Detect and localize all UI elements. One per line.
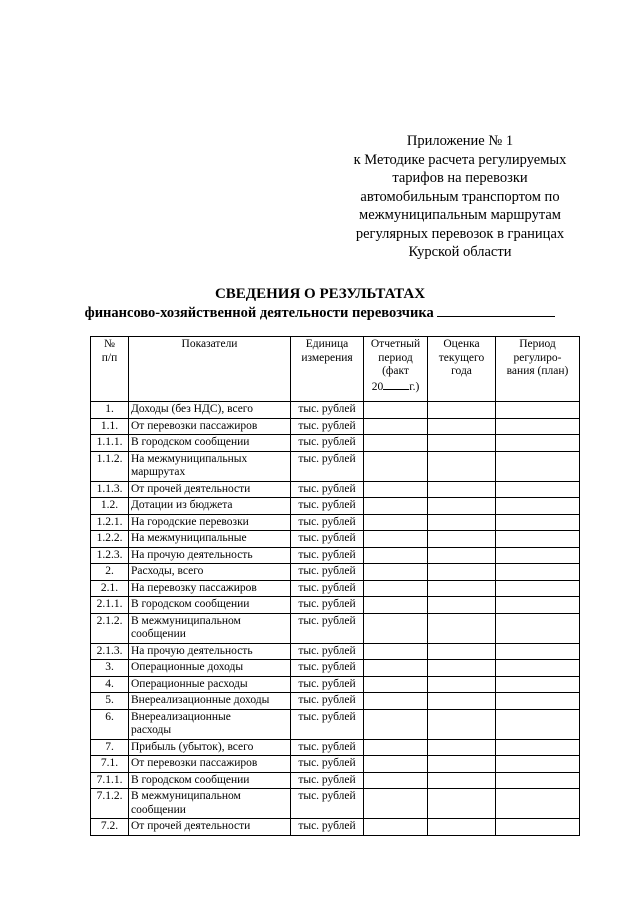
indicator-line: На прочую деятельность	[131, 548, 253, 561]
row-unit: тыс. рублей	[291, 451, 364, 481]
row-unit: тыс. рублей	[291, 660, 364, 677]
row-reported-cell	[364, 772, 428, 789]
row-number: 1.1.	[91, 418, 129, 435]
table-row	[91, 514, 580, 531]
row-reported-cell	[364, 709, 428, 739]
row-period-cell	[496, 498, 580, 515]
row-reported-cell	[364, 819, 428, 836]
row-estimate-cell	[428, 514, 496, 531]
table-body	[91, 402, 580, 836]
appendix-line: Курской области	[408, 244, 512, 260]
indicator-line: Прибыль (убыток), всего	[131, 740, 254, 753]
row-estimate-cell	[428, 597, 496, 614]
table-row	[91, 498, 580, 515]
row-indicator	[129, 547, 291, 564]
row-unit: тыс. рублей	[291, 402, 364, 419]
row-reported-cell	[364, 514, 428, 531]
appendix-line: Приложение № 1	[406, 133, 514, 149]
row-number: 7.2.	[91, 819, 129, 836]
row-number: 1.2.2.	[91, 531, 129, 548]
row-period-cell	[496, 739, 580, 756]
row-unit: тыс. рублей	[291, 547, 364, 564]
row-number: 1.2.	[91, 498, 129, 515]
row-estimate-cell	[428, 660, 496, 677]
row-number: 2.1.	[91, 580, 129, 597]
row-indicator	[129, 660, 291, 677]
header-num: № п/п	[91, 337, 129, 402]
row-unit: тыс. рублей	[291, 481, 364, 498]
indicator-line: Расходы, всего	[131, 565, 204, 577]
row-indicator	[129, 481, 291, 498]
year-blank	[383, 379, 409, 390]
row-reported-cell	[364, 498, 428, 515]
table-row	[91, 756, 580, 773]
row-estimate-cell	[428, 789, 496, 819]
table-row	[91, 772, 580, 789]
indicator-line: От перевозки пассажиров	[131, 757, 258, 769]
row-number: 3.	[91, 660, 129, 677]
row-number: 2.1.1.	[91, 597, 129, 614]
row-period-cell	[496, 402, 580, 419]
row-estimate-cell	[428, 676, 496, 693]
indicator-line: Внереализационные	[131, 710, 231, 723]
row-unit: тыс. рублей	[291, 693, 364, 710]
appendix-line: межмуниципальным маршрутам	[359, 207, 561, 223]
row-indicator	[129, 418, 291, 435]
row-number: 2.	[91, 564, 129, 581]
row-unit: тыс. рублей	[291, 789, 364, 819]
row-period-cell	[496, 514, 580, 531]
appendix-line: регулярных перевозок в границах	[355, 225, 565, 242]
row-period-cell	[496, 772, 580, 789]
row-reported-cell	[364, 676, 428, 693]
row-estimate-cell	[428, 481, 496, 498]
row-reported-cell	[364, 739, 428, 756]
row-estimate-cell	[428, 402, 496, 419]
indicator-line: сообщении	[131, 628, 186, 640]
row-indicator	[129, 676, 291, 693]
table-row	[91, 531, 580, 548]
appendix-line: к Методике расчета регулируемых	[353, 151, 567, 168]
row-reported-cell	[364, 597, 428, 614]
row-reported-cell	[364, 418, 428, 435]
indicator-line: От перевозки пассажиров	[131, 419, 258, 432]
table-row	[91, 451, 580, 481]
row-estimate-cell	[428, 693, 496, 710]
indicator-line: На прочую деятельность	[131, 644, 253, 657]
row-period-cell	[496, 564, 580, 581]
indicator-line: сообщении	[131, 803, 186, 816]
row-reported-cell	[364, 451, 428, 481]
row-unit: тыс. рублей	[291, 531, 364, 548]
row-period-cell	[496, 643, 580, 660]
table-row	[91, 693, 580, 710]
row-indicator	[129, 772, 291, 789]
row-indicator	[129, 402, 291, 419]
row-reported-cell	[364, 756, 428, 773]
table-row	[91, 435, 580, 452]
row-unit: тыс. рублей	[291, 709, 364, 739]
indicator-line: В городском сообщении	[131, 773, 250, 786]
row-period-cell	[496, 481, 580, 498]
row-unit: тыс. рублей	[291, 498, 364, 515]
row-period-cell	[496, 709, 580, 739]
row-period-cell	[496, 660, 580, 677]
row-reported-cell	[364, 580, 428, 597]
row-estimate-cell	[428, 643, 496, 660]
row-indicator	[129, 789, 291, 819]
row-period-cell	[496, 451, 580, 481]
row-unit: тыс. рублей	[291, 597, 364, 614]
row-number: 5.	[91, 693, 129, 710]
row-number: 7.	[91, 739, 129, 756]
row-estimate-cell	[428, 531, 496, 548]
row-number: 7.1.	[91, 756, 129, 773]
row-estimate-cell	[428, 451, 496, 481]
row-unit: тыс. рублей	[291, 418, 364, 435]
indicator-line: маршрутах	[131, 466, 186, 478]
appendix-line: тарифов на перевозки	[392, 170, 528, 186]
row-period-cell	[496, 756, 580, 773]
row-unit: тыс. рублей	[291, 772, 364, 789]
row-period-cell	[496, 580, 580, 597]
row-estimate-cell	[428, 498, 496, 515]
table-row	[91, 613, 580, 643]
row-indicator	[129, 580, 291, 597]
row-indicator	[129, 597, 291, 614]
header-unit: Единица измерения	[291, 337, 364, 402]
row-number: 2.1.2.	[91, 613, 129, 643]
row-reported-cell	[364, 660, 428, 677]
indicator-line: В межмуниципальном	[131, 790, 241, 802]
table-row	[91, 597, 580, 614]
row-estimate-cell	[428, 819, 496, 836]
row-period-cell	[496, 819, 580, 836]
row-unit: тыс. рублей	[291, 819, 364, 836]
table-row	[91, 643, 580, 660]
row-reported-cell	[364, 789, 428, 819]
row-reported-cell	[364, 564, 428, 581]
row-unit: тыс. рублей	[291, 580, 364, 597]
row-estimate-cell	[428, 418, 496, 435]
table-row	[91, 660, 580, 677]
document-title: СВЕДЕНИЯ О РЕЗУЛЬТАТАХ	[214, 286, 426, 302]
indicator-line: На городские перевозки	[131, 515, 249, 528]
indicator-line: На перевозку пассажиров	[131, 581, 257, 594]
row-unit: тыс. рублей	[291, 564, 364, 581]
table-row	[91, 709, 580, 739]
document-subtitle	[0, 304, 640, 322]
row-indicator	[129, 819, 291, 836]
row-unit: тыс. рублей	[291, 435, 364, 452]
row-unit: тыс. рублей	[291, 514, 364, 531]
indicator-line: В межмуниципальном	[131, 614, 241, 627]
indicator-line: В городском сообщении	[131, 436, 250, 448]
subtitle-text: финансово-хозяйственной деятельности перевозчика	[84, 305, 434, 321]
row-reported-cell	[364, 481, 428, 498]
row-indicator	[129, 643, 291, 660]
row-reported-cell	[364, 531, 428, 548]
row-period-cell	[496, 418, 580, 435]
row-indicator	[129, 435, 291, 452]
row-reported-cell	[364, 613, 428, 643]
table-row	[91, 789, 580, 819]
row-number: 2.1.3.	[91, 643, 129, 660]
row-unit: тыс. рублей	[291, 643, 364, 660]
row-reported-cell	[364, 402, 428, 419]
appendix-line: автомобильным транспортом по	[360, 188, 560, 205]
row-number: 1.2.1.	[91, 514, 129, 531]
indicator-line: Доходы (без НДС), всего	[131, 403, 253, 415]
table-row	[91, 418, 580, 435]
row-period-cell	[496, 789, 580, 819]
carrier-name-blank	[437, 304, 555, 317]
row-number: 7.1.1.	[91, 772, 129, 789]
header-row	[91, 337, 580, 402]
indicator-line: На межмуниципальные	[131, 532, 247, 544]
indicator-line: От прочей деятельности	[131, 820, 251, 832]
row-unit: тыс. рублей	[291, 756, 364, 773]
row-reported-cell	[364, 693, 428, 710]
row-estimate-cell	[428, 580, 496, 597]
row-indicator	[129, 693, 291, 710]
row-indicator	[129, 564, 291, 581]
row-number: 1.1.3.	[91, 481, 129, 498]
row-indicator	[129, 514, 291, 531]
indicator-line: расходы	[131, 724, 172, 736]
row-number: 1.	[91, 402, 129, 419]
indicator-line: Операционные расходы	[131, 677, 248, 690]
table-row	[91, 564, 580, 581]
results-table	[90, 336, 580, 836]
row-reported-cell	[364, 643, 428, 660]
indicator-line: На межмуниципальных	[131, 452, 248, 465]
header-estimate: Оценка текущего года	[428, 337, 496, 402]
row-period-cell	[496, 547, 580, 564]
table-row	[91, 547, 580, 564]
header-period: Период регулиро- вания (план)	[496, 337, 580, 402]
table-row	[91, 819, 580, 836]
row-estimate-cell	[428, 613, 496, 643]
row-number: 6.	[91, 709, 129, 739]
row-period-cell	[496, 693, 580, 710]
row-unit: тыс. рублей	[291, 613, 364, 643]
row-period-cell	[496, 676, 580, 693]
row-reported-cell	[364, 435, 428, 452]
appendix-block	[330, 132, 590, 262]
row-estimate-cell	[428, 756, 496, 773]
row-period-cell	[496, 613, 580, 643]
row-indicator	[129, 451, 291, 481]
row-number: 1.1.1.	[91, 435, 129, 452]
row-number: 4.	[91, 676, 129, 693]
row-indicator	[129, 613, 291, 643]
table-row	[91, 481, 580, 498]
row-reported-cell	[364, 547, 428, 564]
header-reported: Отчетный период (факт 20 г.)	[364, 337, 428, 402]
row-indicator	[129, 498, 291, 515]
row-number: 1.1.2.	[91, 451, 129, 481]
row-indicator	[129, 531, 291, 548]
table-row	[91, 580, 580, 597]
header-indicator: Показатели	[129, 337, 291, 402]
row-estimate-cell	[428, 435, 496, 452]
row-estimate-cell	[428, 772, 496, 789]
row-period-cell	[496, 435, 580, 452]
row-estimate-cell	[428, 547, 496, 564]
indicator-line: Внереализационные доходы	[131, 694, 270, 706]
row-unit: тыс. рублей	[291, 739, 364, 756]
row-period-cell	[496, 531, 580, 548]
row-estimate-cell	[428, 709, 496, 739]
row-number: 7.1.2.	[91, 789, 129, 819]
indicator-line: В городском сообщении	[131, 598, 250, 610]
table-row	[91, 676, 580, 693]
row-period-cell	[496, 597, 580, 614]
row-indicator	[129, 739, 291, 756]
table-row	[91, 402, 580, 419]
row-number: 1.2.3.	[91, 547, 129, 564]
indicator-line: Дотации из бюджета	[131, 499, 233, 511]
row-estimate-cell	[428, 739, 496, 756]
row-indicator	[129, 756, 291, 773]
indicator-line: От прочей деятельности	[131, 482, 251, 495]
table-row	[91, 739, 580, 756]
row-indicator	[129, 709, 291, 739]
row-estimate-cell	[428, 564, 496, 581]
row-unit: тыс. рублей	[291, 676, 364, 693]
indicator-line: Операционные доходы	[131, 661, 244, 673]
